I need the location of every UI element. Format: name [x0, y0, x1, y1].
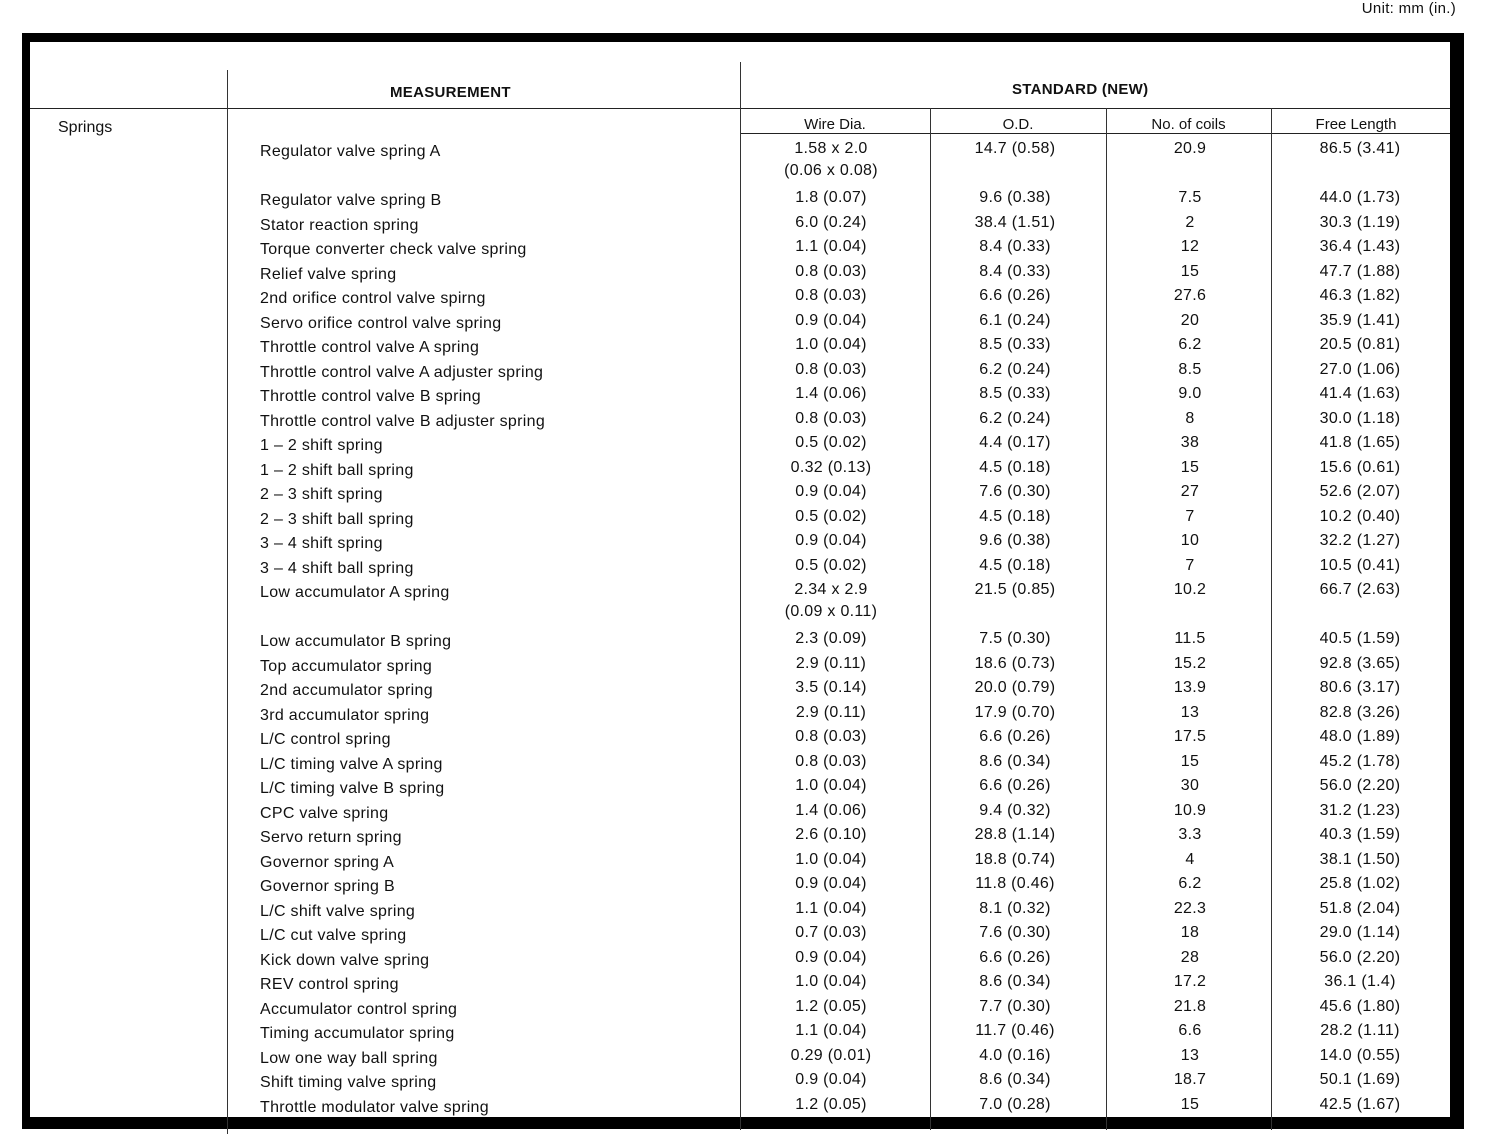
od-value: 7.6 (0.30)	[979, 483, 1051, 500]
coils-value: 11.5	[1174, 630, 1206, 647]
table-row	[30, 998, 1450, 1022]
coils-value: 6.2	[1178, 875, 1202, 892]
od-value: 9.4 (0.32)	[979, 801, 1051, 819]
free-length-value: 45.6 (1.80)	[1319, 997, 1401, 1015]
coils-value: 6.6	[1178, 1022, 1202, 1039]
table-row	[30, 312, 1450, 336]
coils-value: 27	[1180, 483, 1200, 500]
spring-name: Relief valve spring	[260, 265, 397, 283]
wire-dia-value: 0.9 (0.04)	[795, 948, 867, 966]
spring-name: Regulator valve spring A	[260, 143, 441, 160]
free-length-value: 42.5 (1.67)	[1319, 1095, 1401, 1113]
spring-name: Kick down valve spring	[260, 951, 430, 969]
free-length-value: 10.2 (0.40)	[1319, 507, 1401, 525]
wire-dia-value: 1.2 (0.05)	[795, 997, 867, 1015]
od-value: 17.9 (0.70)	[974, 703, 1056, 721]
free-length-value: 41.4 (1.63)	[1319, 385, 1401, 402]
spring-name: 3 – 4 shift spring	[260, 535, 383, 552]
free-length-value: 48.0 (1.89)	[1319, 728, 1401, 745]
header-measurement: MEASUREMENT	[390, 84, 511, 101]
coils-value: 18	[1180, 924, 1200, 941]
table-row	[30, 508, 1450, 532]
free-length-value: 20.5 (0.81)	[1319, 336, 1401, 353]
coils-value: 4	[1185, 850, 1195, 868]
table-row	[30, 777, 1450, 801]
free-length-value: 52.6 (2.07)	[1319, 483, 1401, 500]
coils-value: 3.3	[1178, 826, 1202, 843]
spring-name: Governor spring B	[260, 878, 395, 895]
column-header-free-length: Free Length	[1315, 116, 1397, 133]
spring-name: Regulator valve spring B	[260, 192, 442, 209]
wire-dia-value: 0.8 (0.03)	[795, 752, 867, 770]
wire-dia-value: 1.0 (0.04)	[795, 850, 867, 868]
spring-name: Shift timing valve spring	[260, 1074, 437, 1091]
wire-dia-value: 1.1 (0.04)	[795, 899, 867, 917]
coils-value: 15	[1180, 752, 1200, 770]
spring-name: Throttle control valve A spring	[260, 339, 480, 356]
wire-dia-value: 0.8 (0.03)	[795, 409, 867, 427]
od-value: 11.8 (0.46)	[975, 875, 1055, 892]
spring-name: Servo orifice control valve spring	[260, 314, 502, 332]
spring-name: L/C cut valve spring	[260, 927, 407, 944]
table-row	[30, 1047, 1450, 1071]
spring-name: Governor spring A	[260, 853, 395, 871]
coils-value: 2	[1185, 213, 1195, 231]
od-value: 11.7 (0.46)	[975, 1022, 1055, 1039]
wire-dia-value: 1.8 (0.07)	[795, 189, 867, 206]
wire-dia-value: 3.5 (0.14)	[795, 679, 867, 696]
od-value: 8.6 (0.34)	[979, 752, 1051, 770]
free-length-value: 25.8 (1.02)	[1319, 875, 1401, 892]
od-value: 8.4 (0.33)	[979, 262, 1051, 280]
spring-name: Low one way ball spring	[260, 1049, 438, 1067]
wire-dia-value: 2.6 (0.10)	[795, 826, 867, 843]
spring-name: Top accumulator spring	[260, 657, 433, 675]
coils-value: 10	[1180, 532, 1200, 549]
wire-dia-value: 1.4 (0.06)	[795, 385, 867, 402]
spring-name: REV control spring	[260, 976, 399, 993]
od-value: 4.5 (0.18)	[979, 458, 1051, 476]
table-row	[30, 630, 1450, 654]
free-length-value: 92.8 (3.65)	[1319, 654, 1401, 672]
free-length-value: 56.0 (2.20)	[1319, 777, 1401, 794]
coils-value: 17.5	[1173, 728, 1207, 745]
wire-dia-value: 0.8 (0.03)	[795, 262, 867, 280]
free-length-value: 32.2 (1.27)	[1319, 532, 1401, 549]
table-row	[30, 900, 1450, 924]
wire-dia-value: 1.0 (0.04)	[795, 336, 867, 353]
spring-name: Throttle control valve B adjuster spring	[260, 412, 546, 430]
wire-dia-value: 1.58 x 2.0	[794, 140, 868, 157]
wire-dia-value: 2.9 (0.11)	[795, 654, 867, 672]
wire-dia-inch-value: (0.09 x 0.11)	[784, 603, 878, 620]
free-length-value: 10.5 (0.41)	[1319, 556, 1401, 574]
spring-name: L/C timing valve A spring	[260, 755, 443, 773]
free-length-value: 51.8 (2.04)	[1319, 899, 1401, 917]
table-row	[30, 826, 1450, 850]
table-row	[30, 924, 1450, 948]
coils-value: 7.5	[1178, 189, 1202, 206]
spring-name: 3 – 4 shift ball spring	[260, 559, 414, 577]
coils-value: 13	[1180, 1046, 1200, 1064]
wire-dia-value: 0.9 (0.04)	[795, 1071, 867, 1088]
spring-name: 2nd accumulator spring	[260, 682, 433, 699]
od-value: 6.6 (0.26)	[979, 777, 1051, 794]
table-row	[30, 410, 1450, 434]
table-row	[30, 728, 1450, 752]
free-length-value: 36.1 (1.4)	[1324, 973, 1396, 990]
spring-name: L/C shift valve spring	[260, 902, 416, 920]
od-value: 4.5 (0.18)	[979, 507, 1051, 525]
table-row	[30, 287, 1450, 311]
free-length-value: 30.0 (1.18)	[1319, 409, 1401, 427]
table-row	[30, 851, 1450, 875]
wire-dia-value: 2.34 x 2.9	[794, 581, 868, 598]
spring-name: Low accumulator A spring	[260, 584, 450, 601]
od-value: 8.6 (0.34)	[979, 1071, 1051, 1088]
wire-dia-value: 0.8 (0.03)	[795, 360, 867, 378]
od-value: 6.6 (0.26)	[979, 287, 1051, 304]
coils-value: 13	[1180, 703, 1200, 721]
header-standard: STANDARD (NEW)	[1012, 81, 1149, 98]
wire-dia-value: 0.8 (0.03)	[795, 728, 867, 745]
coils-value: 38	[1180, 434, 1200, 451]
free-length-value: 30.3 (1.19)	[1319, 213, 1401, 231]
table-row	[30, 336, 1450, 360]
wire-dia-value: 0.5 (0.02)	[795, 556, 867, 574]
coils-value: 8.5	[1178, 360, 1202, 378]
free-length-value: 82.8 (3.26)	[1319, 703, 1401, 721]
wire-dia-value: 2.9 (0.11)	[795, 703, 867, 721]
wire-dia-value: 0.9 (0.04)	[795, 532, 867, 549]
table-row	[30, 140, 1450, 179]
od-value: 18.6 (0.73)	[974, 654, 1056, 672]
od-value: 38.4 (1.51)	[974, 213, 1056, 231]
od-value: 7.7 (0.30)	[979, 997, 1051, 1015]
od-value: 9.6 (0.38)	[979, 189, 1051, 206]
coils-value: 6.2	[1178, 336, 1202, 353]
free-length-value: 28.2 (1.11)	[1320, 1022, 1400, 1039]
table-row	[30, 238, 1450, 262]
spring-name: Throttle control valve A adjuster spring	[260, 363, 544, 381]
free-length-value: 29.0 (1.14)	[1319, 924, 1401, 941]
free-length-value: 86.5 (3.41)	[1319, 140, 1401, 157]
coils-value: 10.2	[1173, 581, 1207, 598]
table-row	[30, 557, 1450, 581]
wire-dia-value: 2.3 (0.09)	[795, 630, 867, 647]
spec-table	[22, 33, 1464, 1129]
od-value: 6.2 (0.24)	[979, 409, 1051, 427]
wire-dia-value: 0.9 (0.04)	[795, 483, 867, 500]
od-value: 14.7 (0.58)	[974, 140, 1056, 157]
od-value: 18.8 (0.74)	[974, 850, 1056, 868]
table-row	[30, 263, 1450, 287]
table-row	[30, 214, 1450, 238]
free-length-value: 40.5 (1.59)	[1319, 630, 1401, 647]
table-row	[30, 459, 1450, 483]
table-row	[30, 655, 1450, 679]
coils-value: 15.2	[1173, 654, 1207, 672]
table-row	[30, 704, 1450, 728]
coils-value: 7	[1185, 507, 1195, 525]
od-value: 28.8 (1.14)	[974, 826, 1056, 843]
wire-dia-value: 0.7 (0.03)	[795, 924, 867, 941]
spring-name: Throttle modulator valve spring	[260, 1098, 489, 1116]
table-row	[30, 434, 1450, 458]
free-length-value: 27.0 (1.06)	[1319, 360, 1401, 378]
category-label: Springs	[58, 119, 113, 136]
coils-value: 22.3	[1173, 899, 1207, 917]
coils-value: 15	[1180, 1095, 1200, 1113]
od-value: 7.0 (0.28)	[979, 1095, 1051, 1113]
table-row	[30, 949, 1450, 973]
spring-name: Servo return spring	[260, 829, 402, 846]
spring-name: 1 – 2 shift ball spring	[260, 461, 414, 479]
wire-dia-value: 1.0 (0.04)	[795, 777, 867, 794]
od-value: 8.1 (0.32)	[979, 899, 1051, 917]
coils-value: 15	[1180, 458, 1200, 476]
spring-name: Accumulator control spring	[260, 1000, 458, 1018]
od-value: 6.1 (0.24)	[979, 311, 1051, 329]
free-length-value: 40.3 (1.59)	[1319, 826, 1401, 843]
free-length-value: 41.8 (1.65)	[1319, 434, 1401, 451]
table-row	[30, 189, 1450, 213]
od-value: 7.6 (0.30)	[979, 924, 1051, 941]
free-length-value: 66.7 (2.63)	[1319, 581, 1401, 598]
wire-dia-value: 0.5 (0.02)	[795, 507, 867, 525]
spring-name: L/C timing valve B spring	[260, 780, 445, 797]
spring-name: Timing accumulator spring	[260, 1025, 455, 1042]
od-value: 8.5 (0.33)	[979, 336, 1051, 353]
od-value: 8.6 (0.34)	[979, 973, 1051, 990]
od-value: 21.5 (0.85)	[974, 581, 1056, 598]
coils-value: 15	[1180, 262, 1200, 280]
coils-value: 28	[1180, 948, 1200, 966]
spring-name: 1 – 2 shift spring	[260, 437, 383, 454]
free-length-value: 36.4 (1.43)	[1319, 238, 1401, 255]
wire-dia-value: 1.1 (0.04)	[795, 1022, 867, 1039]
spring-name: 3rd accumulator spring	[260, 706, 430, 724]
spring-name: Torque converter check valve spring	[260, 241, 527, 258]
spring-name: Low accumulator B spring	[260, 633, 452, 650]
column-header-coils: No. of coils	[1151, 116, 1226, 133]
od-value: 8.4 (0.33)	[979, 238, 1051, 255]
free-length-value: 31.2 (1.23)	[1319, 801, 1401, 819]
wire-dia-value: 0.5 (0.02)	[795, 434, 867, 451]
spring-name: Stator reaction spring	[260, 216, 419, 234]
free-length-value: 14.0 (0.55)	[1319, 1046, 1401, 1064]
od-value: 6.6 (0.26)	[979, 728, 1051, 745]
wire-dia-inch-value: (0.06 x 0.08)	[784, 162, 878, 179]
coils-value: 21.8	[1173, 997, 1207, 1015]
table-row	[30, 875, 1450, 899]
free-length-value: 44.0 (1.73)	[1319, 189, 1401, 206]
free-length-value: 50.1 (1.69)	[1319, 1071, 1401, 1088]
coils-value: 18.7	[1173, 1071, 1207, 1088]
coils-value: 17.2	[1173, 973, 1207, 990]
free-length-value: 46.3 (1.82)	[1319, 287, 1401, 304]
coils-value: 20.9	[1173, 140, 1207, 157]
wire-dia-value: 0.9 (0.04)	[795, 311, 867, 329]
wire-dia-value: 1.0 (0.04)	[795, 973, 867, 990]
coils-value: 10.9	[1173, 801, 1207, 819]
wire-dia-value: 0.32 (0.13)	[790, 458, 872, 476]
spring-name: 2 – 3 shift spring	[260, 486, 383, 503]
free-length-value: 35.9 (1.41)	[1319, 311, 1401, 329]
free-length-value: 80.6 (3.17)	[1319, 679, 1401, 696]
column-header-od: O.D.	[1002, 116, 1034, 133]
free-length-value: 47.7 (1.88)	[1319, 262, 1401, 280]
od-value: 4.5 (0.18)	[979, 556, 1051, 574]
od-value: 4.0 (0.16)	[979, 1046, 1051, 1064]
od-value: 4.4 (0.17)	[979, 434, 1051, 451]
spring-name: 2nd orifice control valve spirng	[260, 290, 486, 307]
wire-dia-value: 0.9 (0.04)	[795, 875, 867, 892]
unit-note: Unit: mm (in.)	[1361, 0, 1456, 17]
table-row	[30, 361, 1450, 385]
wire-dia-value: 1.2 (0.05)	[795, 1095, 867, 1113]
coils-value: 8	[1185, 409, 1195, 427]
od-value: 6.2 (0.24)	[979, 360, 1051, 378]
table-row	[30, 532, 1450, 556]
wire-dia-value: 0.29 (0.01)	[790, 1046, 872, 1064]
table-row	[30, 385, 1450, 409]
coils-value: 30	[1180, 777, 1200, 794]
table-row	[30, 679, 1450, 703]
table-row	[30, 753, 1450, 777]
wire-dia-value: 1.1 (0.04)	[795, 238, 867, 255]
column-header-wire-dia: Wire Dia.	[804, 116, 866, 133]
spring-name: L/C control spring	[260, 731, 391, 748]
subheader-divider	[740, 133, 1450, 134]
table-row	[30, 1022, 1450, 1046]
free-length-value: 56.0 (2.20)	[1319, 948, 1401, 966]
coils-value: 12	[1180, 238, 1200, 255]
wire-dia-value: 0.8 (0.03)	[795, 287, 867, 304]
od-value: 9.6 (0.38)	[979, 532, 1051, 549]
free-length-value: 15.6 (0.61)	[1319, 458, 1401, 476]
spring-name: CPC valve spring	[260, 804, 389, 822]
coils-value: 27.6	[1173, 287, 1207, 304]
table-row	[30, 973, 1450, 997]
table-row	[30, 802, 1450, 826]
table-row	[30, 581, 1450, 620]
spring-name: Throttle control valve B spring	[260, 388, 481, 405]
wire-dia-value: 1.4 (0.06)	[795, 801, 867, 819]
od-value: 6.6 (0.26)	[979, 948, 1051, 966]
od-value: 7.5 (0.30)	[979, 630, 1051, 647]
table-row	[30, 1071, 1450, 1095]
table-row	[30, 1096, 1450, 1120]
spring-name: 2 – 3 shift ball spring	[260, 510, 414, 528]
coils-value: 9.0	[1178, 385, 1202, 402]
coils-value: 7	[1185, 556, 1195, 574]
coils-value: 20	[1180, 311, 1200, 329]
od-value: 8.5 (0.33)	[979, 385, 1051, 402]
free-length-value: 38.1 (1.50)	[1319, 850, 1401, 868]
od-value: 20.0 (0.79)	[974, 679, 1056, 696]
wire-dia-value: 6.0 (0.24)	[795, 213, 867, 231]
coils-value: 13.9	[1173, 679, 1207, 696]
table-row	[30, 483, 1450, 507]
free-length-value: 45.2 (1.78)	[1319, 752, 1401, 770]
